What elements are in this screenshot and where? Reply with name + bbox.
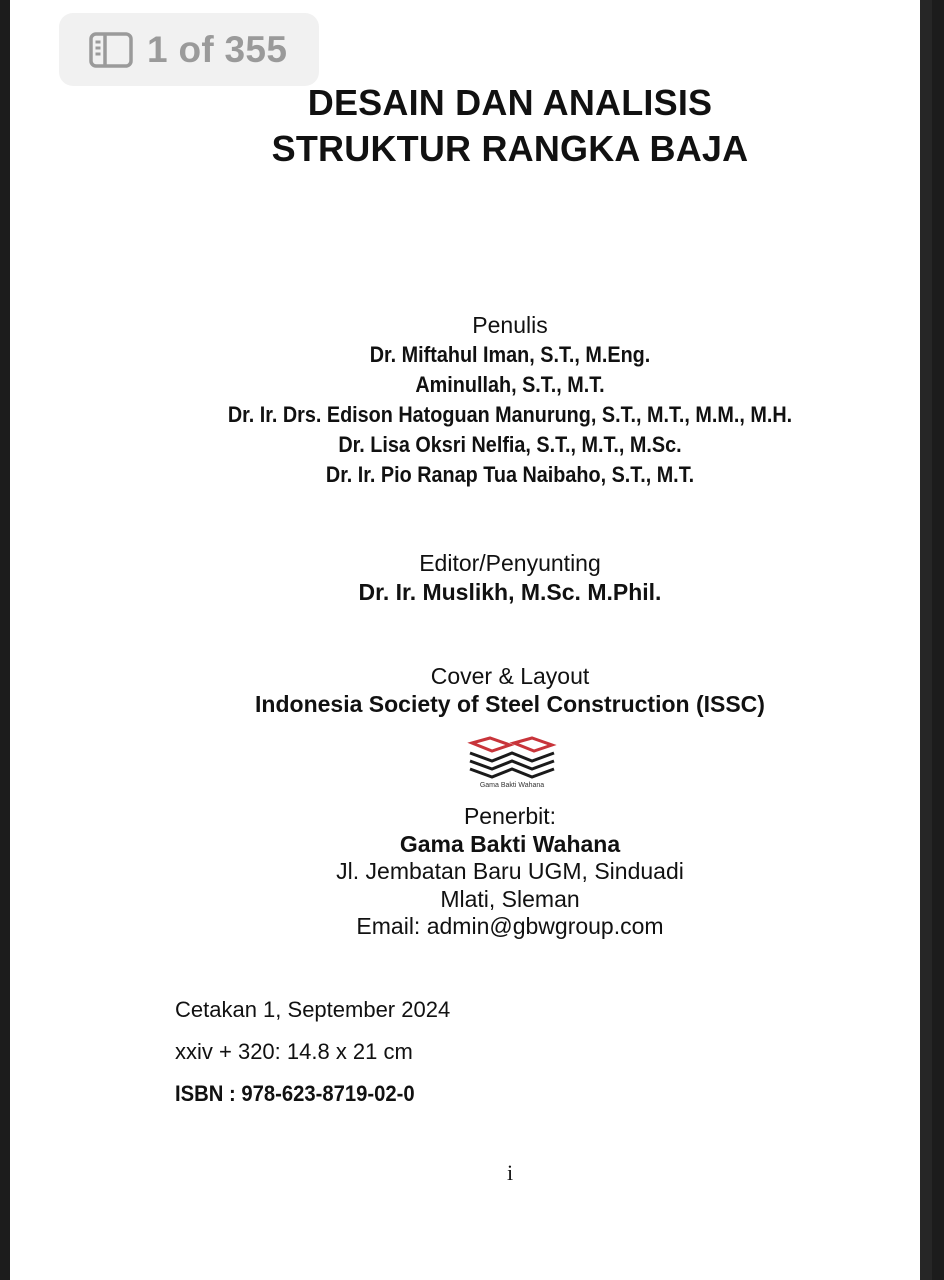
edition-line: Cetakan 1, September 2024: [175, 997, 451, 1022]
editor-label: Editor/Penyunting: [419, 550, 601, 576]
publisher-logo-icon: [462, 735, 562, 790]
author-name: Dr. Lisa Oksri Nelfia, S.T., M.T., M.Sc.: [338, 432, 682, 457]
logo-text: Gama Bakti Wahana: [479, 782, 545, 789]
title-line-2: STRUKTUR RANGKA BAJA: [271, 128, 749, 169]
publisher-address-line-1: Jl. Jembatan Baru UGM, Sinduadi: [336, 858, 684, 884]
sidebar-thumbnails-icon[interactable]: [89, 32, 133, 68]
page-indicator[interactable]: [59, 13, 319, 86]
page-number: i: [507, 1160, 514, 1185]
publisher-address-line-2: Mlati, Sleman: [440, 886, 580, 912]
publisher-name: Gama Bakti Wahana: [399, 831, 621, 857]
pages-size-line: xxiv + 320: 14.8 x 21 cm: [175, 1039, 413, 1064]
cover-credit: Indonesia Society of Steel Construction (ISSC): [255, 691, 765, 717]
title-line-1: DESAIN DAN ANALISIS: [307, 82, 713, 123]
author-name: Dr. Ir. Pio Ranap Tua Naibaho, S.T., M.T.: [325, 462, 695, 487]
cover-label: Cover & Layout: [430, 663, 590, 689]
author-name: Aminullah, S.T., M.T.: [415, 372, 605, 397]
publisher-label: Penerbit:: [463, 803, 557, 829]
page-edge: [920, 0, 932, 1280]
author-list: [60, 340, 944, 490]
editor-name: Dr. Ir. Muslikh, M.Sc. M.Phil.: [358, 579, 662, 605]
publisher-email: Email: admin@gbwgroup.com: [356, 913, 664, 939]
authors-label: Penulis: [472, 312, 548, 338]
isbn-line: ISBN : 978-623-8719-02-0: [175, 1081, 415, 1106]
imprint-details: [175, 996, 450, 1122]
author-name: Dr. Ir. Drs. Edison Hatoguan Manurung, S.T., M.T., M.M., M.H.: [227, 402, 793, 427]
author-name: Dr. Miftahul Iman, S.T., M.Eng.: [369, 342, 651, 367]
book-title: [10, 80, 944, 172]
page-count: 1 of 355: [147, 28, 288, 70]
document-page: [10, 0, 932, 1280]
